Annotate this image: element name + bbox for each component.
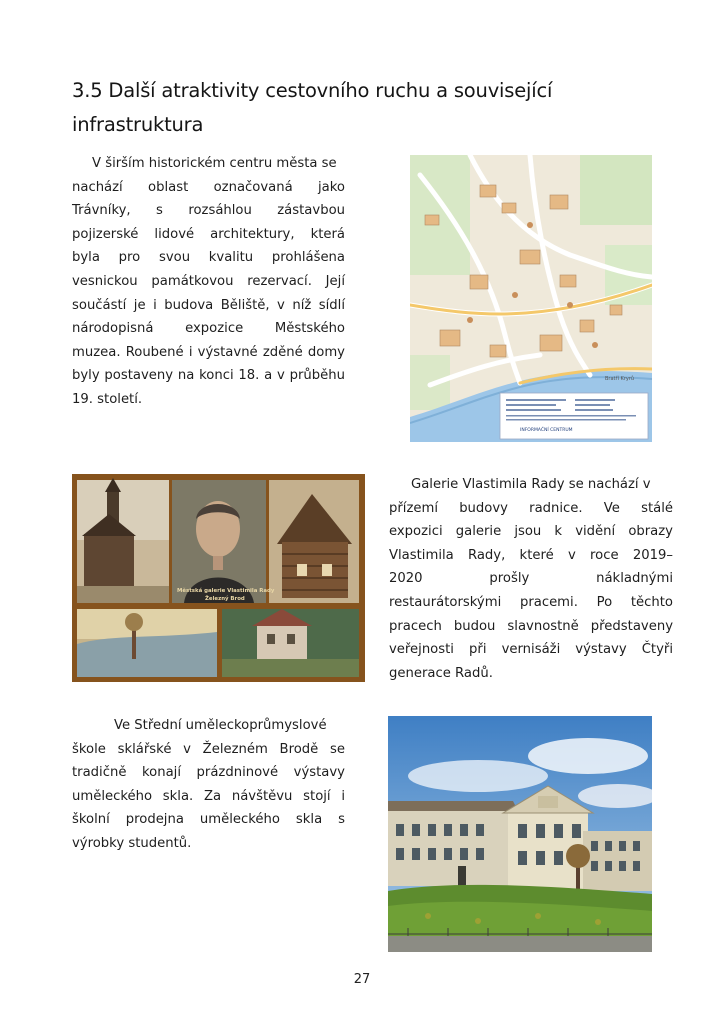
text-line: vesnickou památkovou rezervací. Její (72, 273, 345, 289)
gallery-caption-line-1: Městská galerie Vlastimila Rady (177, 588, 275, 594)
text-line: přízemí budovy radnice. Ve stálé (389, 500, 673, 516)
text-line: škole sklářské v Železném Brodě se (72, 741, 345, 757)
heading-line-2: infrastruktura (72, 113, 204, 136)
text-line: V širším historickém centru města se (92, 156, 337, 171)
text-line: výrobky studentů. (72, 835, 192, 851)
section-heading (72, 74, 672, 142)
text-line: expozici galerie jsou k vidění obrazy (389, 524, 673, 540)
text-line: pracech budou slavnostně představeny (389, 618, 673, 634)
page-number: 27 (353, 972, 371, 987)
text-line: Trávníky, s rozsáhlou zástavbou (72, 203, 345, 219)
text-line: uměleckého skla. Za návštěvu stojí i (72, 788, 345, 804)
heading-line-1: 3.5 Další atraktivity cestovního ruchu a související (72, 79, 553, 102)
text-line: byla pro svou kvalitu prohlášena (72, 250, 345, 266)
town-map-image (410, 155, 652, 442)
map-street-label: Bratří Kryrů (605, 376, 635, 382)
text-line: školní prodejna uměleckého skla s (72, 812, 345, 828)
text-line: muzea. Roubené i výstavné zděné domy (72, 344, 345, 360)
text-line: generace Radů. (389, 665, 493, 681)
gallery-collage-image (72, 474, 365, 682)
map-illustration (410, 155, 652, 442)
text-line: veřejnosti při vernisáži výstavy Čtyři (389, 642, 673, 658)
paragraph-travniky (72, 152, 345, 412)
text-line: restaurátorskými pracemi. Po těchto (389, 594, 673, 610)
text-line: národopisná expozice Městského (72, 321, 345, 337)
map-info-label: INFORMAČNÍ CENTRUM (520, 428, 573, 433)
text-line: Vlastimila Rady, které v roce 2019– (389, 547, 673, 563)
text-line: byly postaveny na konci 18. a v průběhu (72, 368, 345, 384)
gallery-caption-line-2: Železný Brod (205, 596, 245, 602)
school-illustration (388, 716, 652, 952)
text-line: Ve Střední uměleckoprůmyslové (114, 718, 327, 733)
text-line: 19. století. (72, 391, 143, 407)
paragraph-skola (72, 714, 345, 856)
school-building-photo (388, 716, 652, 952)
text-line: tradičně konají prázdninové výstavy (72, 765, 345, 781)
text-line: 2020 prošly nákladnými (389, 571, 673, 587)
paragraph-galerie (389, 473, 673, 685)
text-line: součástí je i budova Běliště, v níž sídlí (72, 297, 345, 313)
gallery-paintings-illustration (72, 474, 365, 682)
text-line: Galerie Vlastimila Rady se nachází v (411, 477, 651, 492)
text-line: pojizerské lidové architektury, která (72, 226, 345, 242)
text-line: nachází oblast označovaná jako (72, 179, 345, 195)
